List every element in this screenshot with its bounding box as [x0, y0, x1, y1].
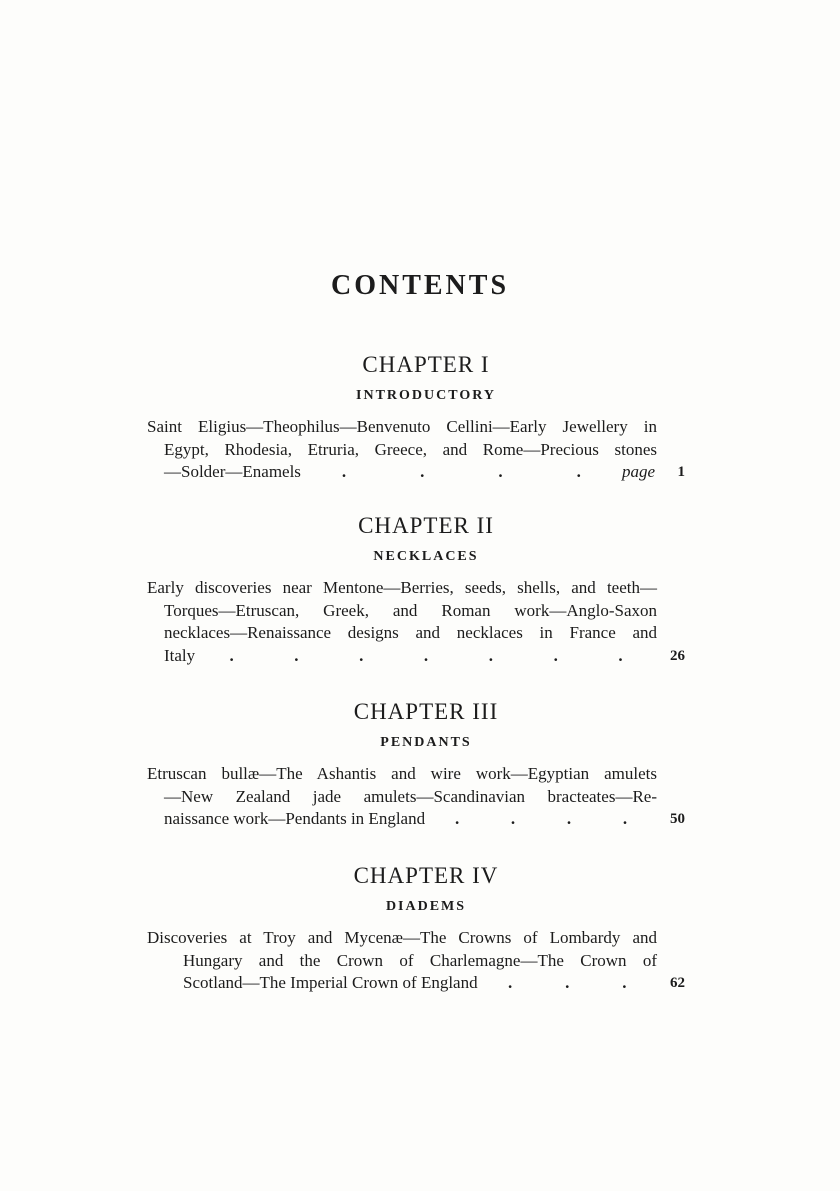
summary-line: Torques—Etruscan, Greek, and Roman work—Anglo-Saxon [164, 600, 657, 620]
dot-leader: . . . . . . . [229, 645, 623, 665]
page-number[interactable]: 62 [670, 975, 685, 991]
dot-leader: . . . [508, 973, 627, 992]
summary-last-line [147, 645, 657, 668]
summary-last-line [147, 461, 657, 484]
chapter-2 [0, 513, 840, 667]
chapter-summary [147, 763, 685, 831]
summary-line: Hungary and the Crown of Charlemagne—The Crown of [183, 950, 657, 970]
chapter-heading: CHAPTER I [362, 352, 490, 377]
summary-last-line [147, 808, 657, 831]
dot-leader: . . . . [454, 809, 628, 828]
chapter-subject: NECKLACES [373, 549, 479, 564]
chapter-heading: CHAPTER II [358, 513, 494, 538]
chapter-summary [147, 577, 685, 667]
summary-line: naissance work—Pendants in England [164, 809, 426, 828]
chapter-summary [147, 416, 685, 484]
chapter-subject: INTRODUCTORY [356, 388, 496, 403]
chapter-3 [0, 699, 840, 831]
page-title: CONTENTS [330, 270, 510, 301]
summary-line: Italy [164, 645, 196, 665]
summary-line: —Solder—Enamels [164, 462, 301, 481]
summary-line: Saint Eligius—Theophilus—Benvenuto Cellini—Early Jewellery in [147, 417, 657, 436]
page-number[interactable]: 26 [670, 647, 685, 664]
chapter-1 [0, 352, 840, 484]
summary-last-line [147, 972, 657, 995]
summary-line: necklaces—Renaissance designs and necklaces in France and [164, 623, 657, 642]
page-label: page [621, 462, 655, 481]
chapter-subject: PENDANTS [380, 735, 472, 750]
dot-leader: . . . . [341, 462, 581, 481]
chapter-subject: DIADEMS [385, 899, 467, 914]
summary-line: Etruscan bullæ—The Ashantis and wire work—Egyptian amulets [147, 764, 657, 783]
summary-line: Egypt, Rhodesia, Etruria, Greece, and Rome—Precious stones [164, 439, 657, 459]
chapter-4 [0, 863, 840, 995]
chapter-heading: CHAPTER III [353, 699, 499, 724]
page-number[interactable]: 50 [670, 811, 685, 827]
page-number[interactable]: 1 [677, 464, 685, 480]
summary-line: Discoveries at Troy and Mycenæ—The Crowns of Lombardy and [147, 928, 657, 947]
summary-line: Scotland—The Imperial Crown of England [183, 973, 478, 992]
chapter-summary [147, 927, 685, 995]
summary-line: —New Zealand jade amulets—Scandinavian bracteates—Re- [164, 786, 657, 806]
summary-line: Early discoveries near Mentone—Berries, seeds, shells, and teeth— [147, 578, 657, 597]
chapter-heading: CHAPTER IV [353, 863, 499, 888]
